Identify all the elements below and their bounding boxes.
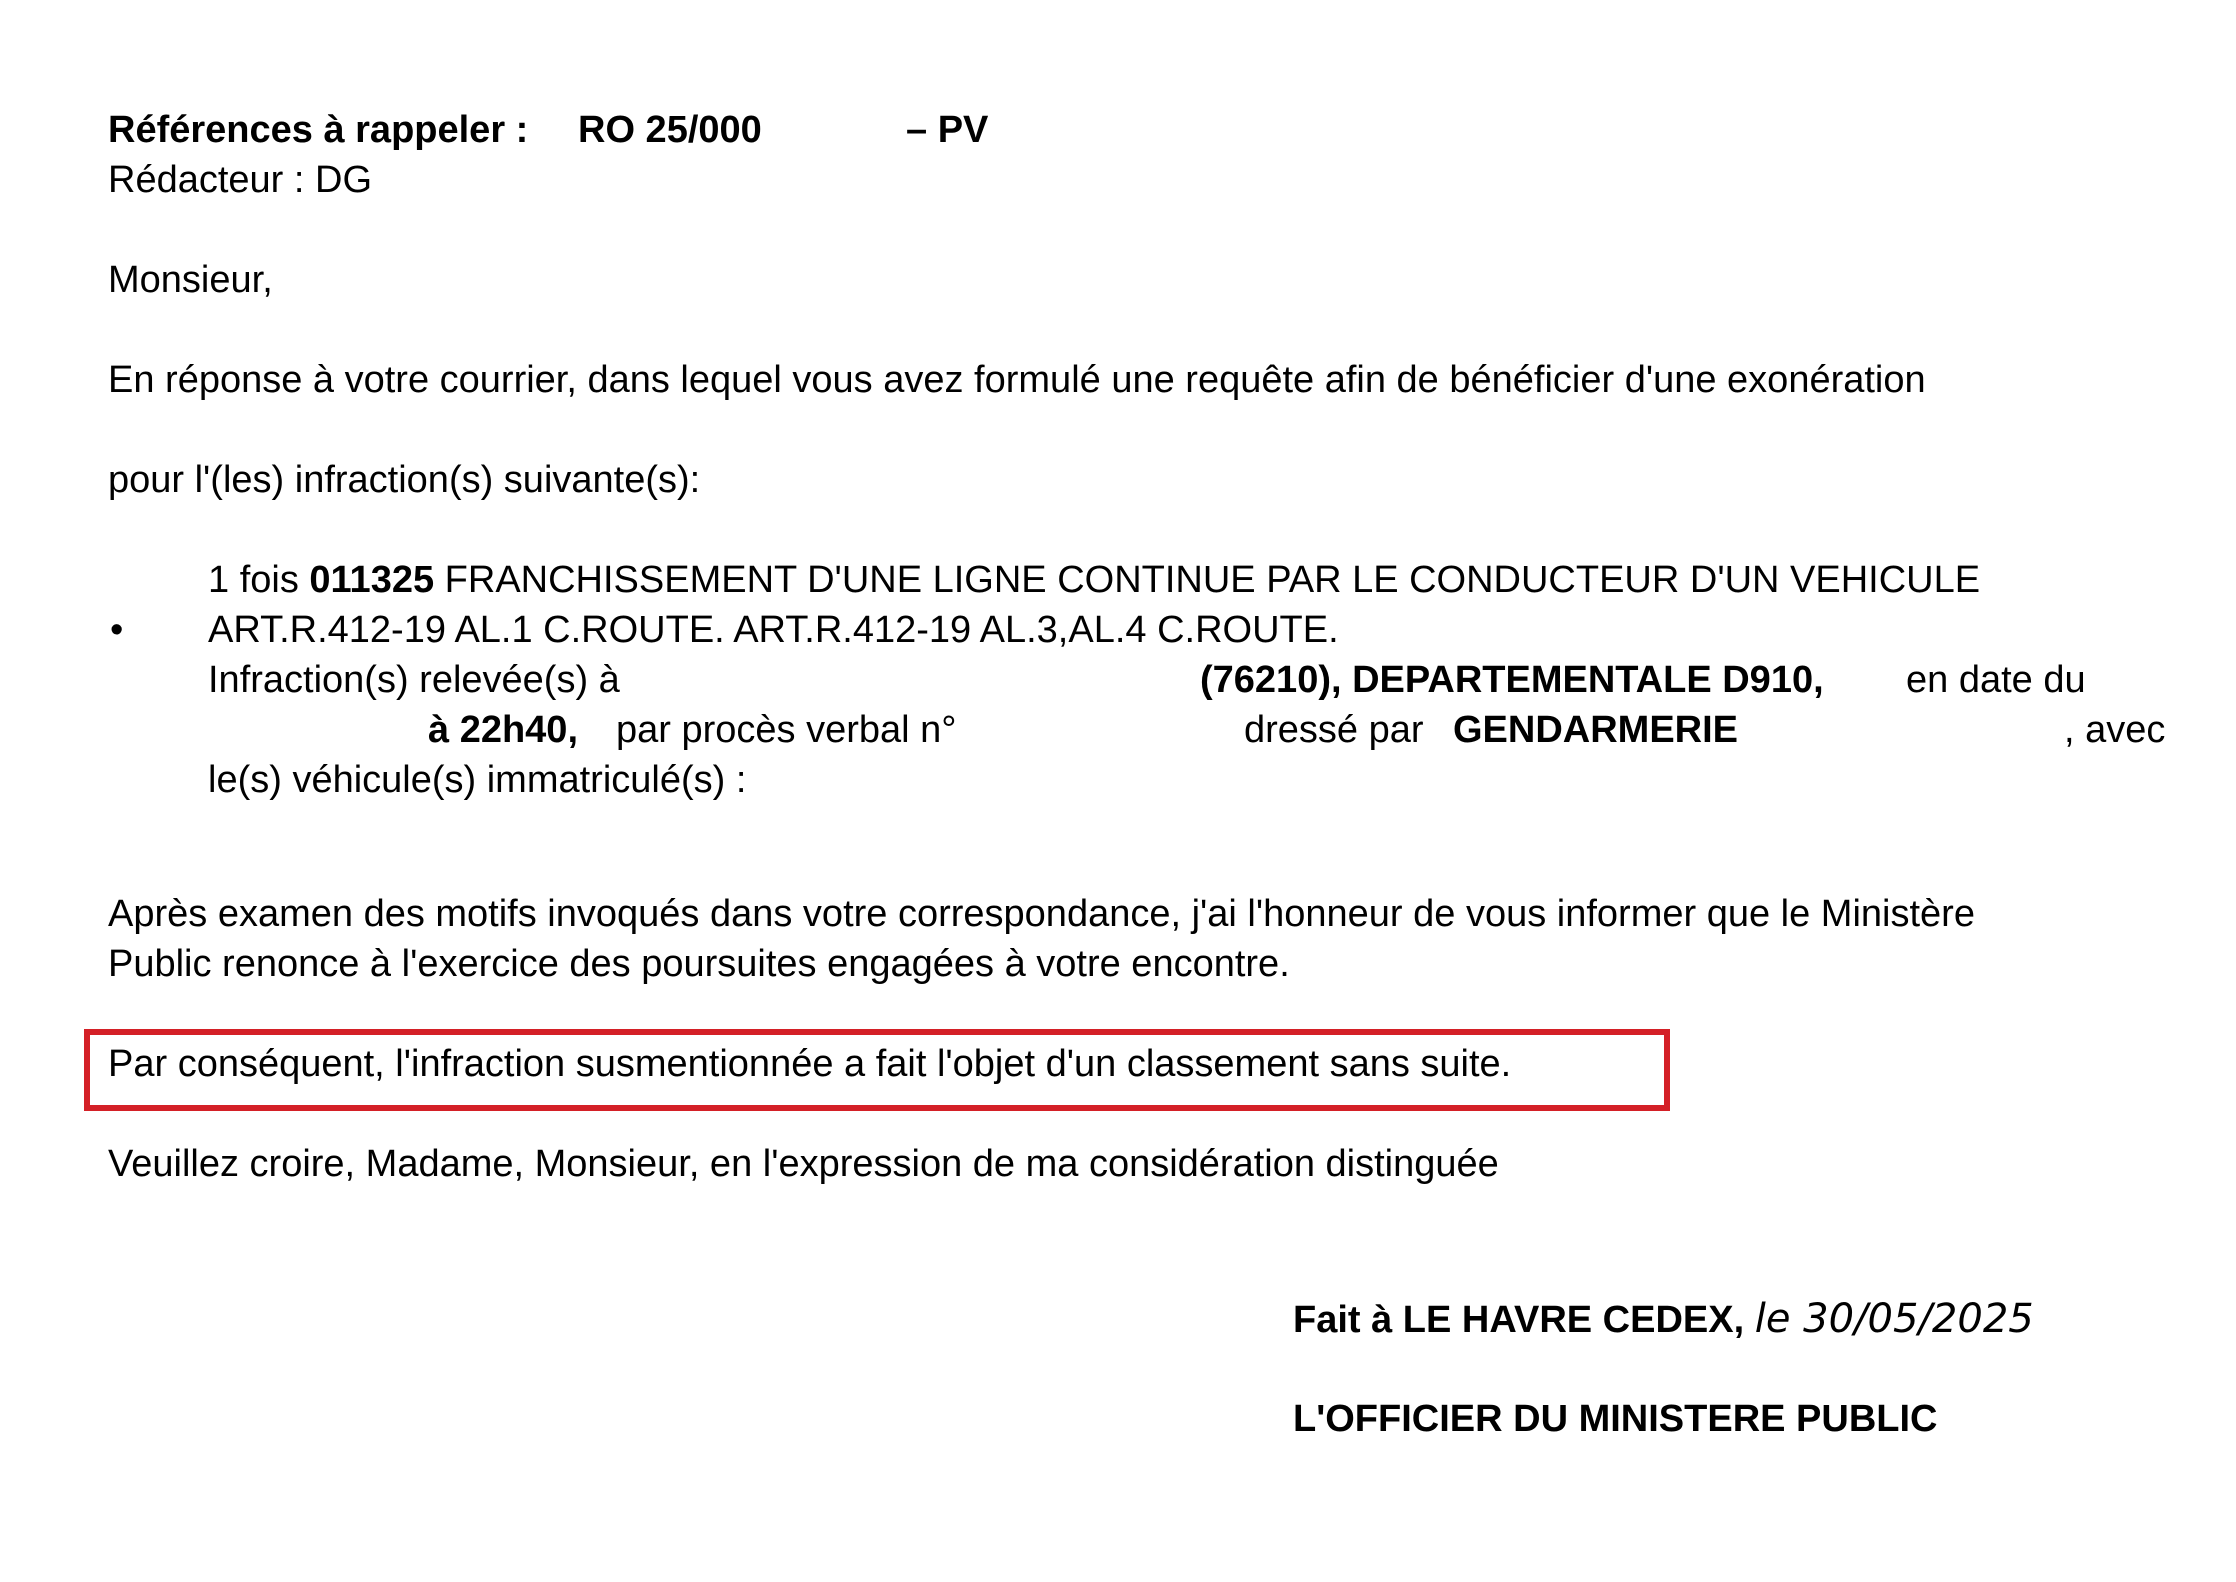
references-suffix: – PV bbox=[906, 109, 989, 151]
intro-line-1: En réponse à votre courrier, dans lequel vous avez formulé une requête afin de bénéficier d'une exonération bbox=[108, 359, 1926, 401]
signature-place-date bbox=[1293, 1296, 2034, 1343]
infraction-vehicules-label: le(s) véhicule(s) immatriculé(s) : bbox=[208, 759, 747, 801]
highlighted-sentence: Par conséquent, l'infraction susmentionnée a fait l'objet d'un classement sans suite. bbox=[108, 1043, 1512, 1085]
redacteur: Rédacteur : DG bbox=[108, 159, 372, 201]
signature-date: le 30/05/2025 bbox=[1754, 1296, 2034, 1342]
signature-fait-a: Fait à LE HAVRE CEDEX, bbox=[1293, 1299, 1745, 1341]
infraction-avec: , avec bbox=[2064, 709, 2166, 751]
infraction-releve-label: Infraction(s) relevée(s) à bbox=[208, 659, 620, 701]
salutation: Monsieur, bbox=[108, 259, 273, 301]
intro-line-2: pour l'(les) infraction(s) suivante(s): bbox=[108, 459, 701, 501]
signature-officer: L'OFFICIER DU MINISTERE PUBLIC bbox=[1293, 1398, 1938, 1440]
references-label: Références à rappeler : bbox=[108, 109, 529, 151]
infraction-pv-label: par procès verbal n° bbox=[616, 709, 957, 751]
body-para-1-line-2: Public renonce à l'exercice des poursuites engagées à votre encontre. bbox=[108, 943, 1290, 985]
infraction-date-label: en date du bbox=[1906, 659, 2086, 701]
references-value: RO 25/000 bbox=[578, 109, 762, 151]
infraction-time: à 22h40, bbox=[428, 709, 578, 751]
infraction-count: 1 fois bbox=[208, 559, 299, 601]
infraction-code: 011325 bbox=[309, 559, 435, 601]
closing-formula: Veuillez croire, Madame, Monsieur, en l'expression de ma considération distinguée bbox=[108, 1143, 1499, 1185]
infraction-description: FRANCHISSEMENT D'UNE LIGNE CONTINUE PAR LE CONDUCTEUR D'UN VEHICULE bbox=[444, 559, 1981, 601]
infraction-location: (76210), DEPARTEMENTALE D910, bbox=[1200, 659, 1824, 701]
infraction-dresse-by: GENDARMERIE bbox=[1453, 709, 1739, 751]
infraction-articles: ART.R.412-19 AL.1 C.ROUTE. ART.R.412-19 AL.3,AL.4 C.ROUTE. bbox=[208, 609, 1339, 651]
body-para-1-line-1: Après examen des motifs invoqués dans votre correspondance, j'ai l'honneur de vous informer que le Ministère bbox=[108, 893, 1975, 935]
infraction-line-1 bbox=[208, 557, 1980, 603]
infraction-dresse-label: dressé par bbox=[1244, 709, 1424, 751]
infraction-bullet: • bbox=[110, 609, 124, 651]
